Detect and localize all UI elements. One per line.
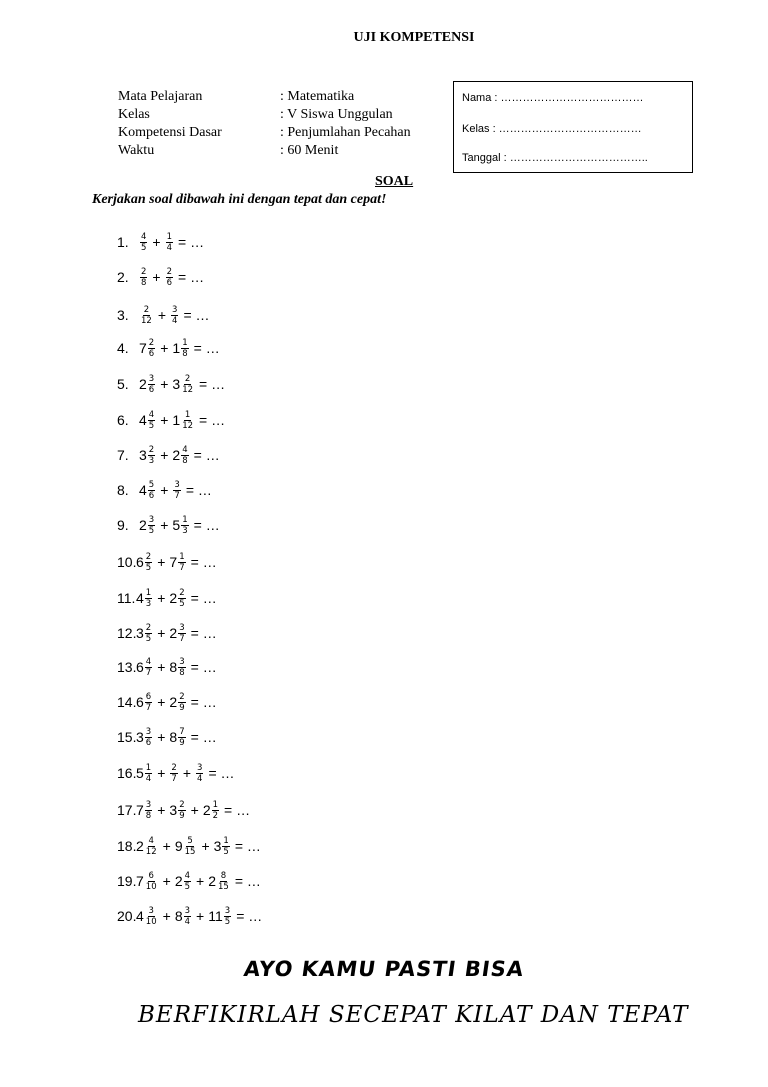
answer-blank: = …: [178, 234, 205, 250]
numerator: 4: [141, 231, 147, 242]
whole-number: 7: [139, 340, 147, 356]
denominator: 15: [218, 881, 229, 892]
question-item: [117, 758, 235, 788]
numerator: 1: [179, 551, 185, 562]
denominator: 7: [179, 633, 185, 644]
denominator: 8: [145, 810, 152, 821]
fraction: [184, 871, 191, 892]
info-row-competency: [118, 124, 411, 142]
question-number: 9.: [117, 517, 129, 533]
numerator: 3: [174, 479, 180, 490]
denominator: 8: [182, 348, 188, 359]
fraction: [148, 374, 155, 395]
fraction: [140, 305, 153, 326]
numerator: 7: [179, 726, 185, 737]
fraction: [196, 763, 203, 784]
numerator: 2: [145, 622, 152, 633]
numerator: 3: [184, 905, 191, 916]
whole-number: 2: [174, 873, 183, 889]
info-label: Kelas: [118, 107, 150, 122]
whole-number: 7: [169, 554, 178, 570]
denominator: 5: [184, 881, 191, 892]
instruction-text: Kerjakan soal dibawah ini dengan tepat dan cepat!: [92, 192, 387, 207]
denominator: 7: [174, 490, 180, 501]
whole-number: 2: [172, 447, 181, 463]
fraction: [166, 232, 173, 253]
fraction: [145, 871, 158, 892]
question-number: 7.: [117, 447, 129, 463]
denominator: 6: [145, 737, 152, 748]
numerator: 3: [224, 905, 231, 916]
question-item: [117, 547, 217, 577]
fraction: [178, 692, 185, 713]
fraction: [184, 836, 197, 857]
numerator: 2: [141, 266, 147, 277]
info-label: Kompetensi Dasar: [118, 125, 222, 140]
fraction: [178, 800, 185, 821]
whole-number: 2: [139, 376, 147, 392]
fraction: [145, 692, 152, 713]
numerator: 3: [148, 905, 154, 916]
fraction: [181, 445, 188, 466]
fraction: [145, 657, 152, 678]
plus-sign: +: [160, 412, 169, 428]
numerator: 4: [184, 870, 191, 881]
question-number: 18.: [117, 838, 137, 854]
answer-blank: = …: [185, 482, 212, 498]
denominator: 3: [182, 525, 188, 536]
fraction: [145, 727, 152, 748]
numerator: 1: [182, 337, 188, 348]
question-item: [117, 831, 261, 861]
question-number: 19.: [117, 873, 137, 889]
plus-sign: +: [160, 447, 169, 463]
denominator: 8: [182, 455, 188, 466]
fraction: [145, 588, 152, 609]
answer-blank: = …: [208, 765, 235, 781]
numerator: 2: [179, 799, 185, 810]
question-item: [117, 795, 250, 825]
answer-blank: = …: [193, 447, 220, 463]
fraction: [140, 232, 147, 253]
question-number: 17.: [117, 802, 137, 818]
question-item: [117, 227, 204, 257]
denominator: 4: [145, 773, 152, 784]
whole-number: 2: [169, 590, 178, 606]
numerator: 3: [145, 726, 152, 737]
plus-sign: +: [157, 554, 166, 570]
plus-sign: +: [160, 376, 169, 392]
fraction: [173, 480, 180, 501]
plus-sign: +: [196, 873, 205, 889]
denominator: 8: [141, 277, 147, 288]
numerator: 4: [148, 409, 155, 420]
fraction: [224, 906, 231, 927]
fraction: [181, 374, 194, 395]
denominator: 9: [179, 737, 185, 748]
answer-blank: = …: [234, 873, 261, 889]
whole-number: 3: [213, 838, 222, 854]
question-number: 20.: [117, 908, 137, 924]
whole-number: 4: [139, 482, 147, 498]
answer-blank: = …: [193, 340, 220, 356]
denominator: 9: [179, 702, 185, 713]
denominator: 4: [166, 242, 173, 253]
numerator: 3: [145, 799, 152, 810]
info-label: Mata Pelajaran: [118, 89, 203, 104]
motto-secondary: BERFIKIRLAH SECEPAT KILAT DAN TEPAT: [138, 1002, 689, 1028]
numerator: 6: [145, 691, 152, 702]
fraction: [145, 623, 152, 644]
question-number: 8.: [117, 482, 129, 498]
denominator: 12: [182, 384, 194, 395]
numerator: 2: [184, 373, 191, 384]
numerator: 3: [197, 762, 203, 773]
student-identity-box: [453, 81, 693, 173]
denominator: 5: [224, 916, 231, 927]
denominator: 4: [184, 916, 191, 927]
answer-blank: = …: [190, 554, 217, 570]
denominator: 6: [148, 348, 155, 359]
answer-blank: = …: [199, 412, 226, 428]
whole-number: 6: [136, 554, 144, 570]
denominator: 12: [141, 315, 152, 326]
fraction: [178, 657, 185, 678]
info-value: : Penjumlahan Pecahan: [280, 125, 411, 140]
fraction: [145, 552, 152, 573]
whole-number: 1: [172, 340, 181, 356]
whole-number: 3: [169, 802, 178, 818]
fraction: [148, 480, 155, 501]
question-item: [117, 475, 212, 505]
whole-number: 4: [139, 412, 147, 428]
numerator: 1: [223, 835, 229, 846]
question-item: [117, 687, 217, 717]
whole-number: 5: [136, 765, 144, 781]
whole-number: 5: [172, 517, 181, 533]
whole-number: 8: [169, 729, 178, 745]
plus-sign: +: [152, 269, 161, 285]
denominator: 5: [148, 525, 155, 536]
plus-sign: +: [162, 908, 171, 924]
date-field[interactable]: Tanggal : ………………………………..: [462, 152, 648, 164]
denominator: 2: [212, 810, 219, 821]
plus-sign: +: [157, 625, 166, 641]
whole-number: 11: [208, 908, 223, 924]
numerator: 2: [143, 304, 150, 315]
numerator: 3: [148, 514, 155, 525]
fraction: [181, 515, 188, 536]
plus-sign: +: [162, 873, 171, 889]
question-number: 12.: [117, 625, 137, 641]
answer-blank: = …: [236, 908, 263, 924]
whole-number: 2: [169, 694, 178, 710]
fraction: [178, 552, 185, 573]
fraction: [181, 410, 194, 431]
fraction: [148, 445, 155, 466]
whole-number: 9: [174, 838, 183, 854]
question-number: 5.: [117, 376, 129, 392]
question-number: 13.: [117, 659, 137, 675]
answer-blank: = …: [190, 659, 217, 675]
whole-number: 3: [136, 625, 144, 641]
denominator: 5: [141, 242, 147, 253]
numerator: 2: [179, 691, 185, 702]
numerator: 1: [145, 762, 152, 773]
numerator: 3: [179, 656, 185, 667]
denominator: 4: [197, 773, 203, 784]
whole-number: 3: [139, 447, 147, 463]
question-number: 16.: [117, 765, 137, 781]
denominator: 15: [184, 846, 196, 857]
numerator: 2: [179, 587, 185, 598]
info-row-class: [118, 106, 411, 124]
denominator: 7: [179, 562, 185, 573]
numerator: 4: [145, 656, 152, 667]
whole-number: 8: [174, 908, 183, 924]
numerator: 5: [148, 479, 155, 490]
question-item: [117, 333, 220, 363]
answer-blank: = …: [190, 590, 217, 606]
denominator: 12: [182, 420, 194, 431]
denominator: 8: [179, 667, 185, 678]
answer-blank: = …: [190, 729, 217, 745]
name-field[interactable]: Nama : …………………………………: [462, 92, 644, 104]
plus-sign: +: [157, 659, 166, 675]
answer-blank: = …: [234, 838, 261, 854]
denominator: 7: [145, 702, 152, 713]
question-item: [117, 440, 220, 470]
numerator: 3: [148, 373, 155, 384]
fraction: [178, 623, 185, 644]
plus-sign: +: [162, 838, 171, 854]
plus-sign: +: [157, 765, 166, 781]
numerator: 1: [166, 231, 173, 242]
question-item: [117, 583, 217, 613]
fraction: [178, 588, 185, 609]
denominator: 12: [145, 846, 157, 857]
whole-number: 6: [136, 694, 144, 710]
fraction: [148, 515, 155, 536]
whole-number: 2: [202, 802, 211, 818]
numerator: 1: [212, 799, 219, 810]
denominator: 5: [148, 420, 155, 431]
plus-sign: +: [196, 908, 205, 924]
fraction: [170, 763, 177, 784]
answer-blank: = …: [183, 307, 210, 323]
plus-sign: +: [157, 729, 166, 745]
plus-sign: +: [157, 802, 166, 818]
info-value: : 60 Menit: [280, 143, 339, 158]
whole-number: 7: [136, 802, 144, 818]
question-item: [117, 652, 217, 682]
question-number: 15.: [117, 729, 137, 745]
answer-blank: = …: [178, 269, 205, 285]
denominator: 7: [145, 667, 152, 678]
question-number: 1.: [117, 234, 129, 250]
denominator: 7: [171, 773, 177, 784]
question-item: [117, 262, 204, 292]
info-label: Waktu: [118, 143, 155, 158]
whole-number: 3: [172, 376, 181, 392]
class-field[interactable]: Kelas : …………………………………: [462, 123, 642, 135]
plus-sign: +: [152, 234, 161, 250]
numerator: 4: [148, 835, 154, 846]
numerator: 3: [179, 622, 185, 633]
question-number: 3.: [117, 307, 129, 323]
numerator: 2: [148, 444, 155, 455]
plus-sign: +: [157, 590, 166, 606]
question-item: [117, 901, 262, 931]
denominator: 3: [148, 455, 155, 466]
info-value: : V Siswa Unggulan: [280, 107, 393, 122]
whole-number: 7: [136, 873, 144, 889]
plus-sign: +: [157, 694, 166, 710]
fraction: [178, 727, 185, 748]
numerator: 1: [145, 587, 152, 598]
answer-blank: = …: [190, 625, 217, 641]
answer-blank: = …: [199, 376, 226, 392]
whole-number: 2: [208, 873, 217, 889]
answer-blank: = …: [193, 517, 220, 533]
numerator: 1: [184, 409, 191, 420]
denominator: 4: [172, 315, 178, 326]
plus-sign: +: [157, 307, 167, 323]
question-item: [117, 369, 225, 399]
fraction: [222, 836, 229, 857]
denominator: 5: [145, 562, 152, 573]
fraction: [181, 338, 188, 359]
fraction: [145, 763, 152, 784]
question-item: [117, 300, 210, 330]
section-heading: SOAL: [375, 174, 414, 189]
question-number: 2.: [117, 269, 129, 285]
whole-number: 4: [136, 590, 144, 606]
plus-sign: +: [160, 517, 169, 533]
whole-number: 2: [136, 838, 144, 854]
page-title: UJI KOMPETENSI: [353, 30, 475, 45]
numerator: 2: [145, 551, 152, 562]
fraction: [148, 338, 155, 359]
whole-number: 1: [172, 412, 181, 428]
answer-blank: = …: [224, 802, 251, 818]
denominator: 6: [166, 277, 173, 288]
whole-number: 2: [169, 625, 178, 641]
denominator: 3: [145, 598, 152, 609]
question-number: 14.: [117, 694, 137, 710]
fraction: [145, 906, 158, 927]
fraction: [140, 267, 147, 288]
fraction: [145, 836, 158, 857]
whole-number: 3: [136, 729, 144, 745]
fraction: [217, 871, 230, 892]
answer-blank: = …: [190, 694, 217, 710]
fraction: [145, 800, 152, 821]
denominator: 6: [148, 490, 155, 501]
fraction: [184, 906, 191, 927]
numerator: 5: [187, 835, 193, 846]
whole-number: 8: [169, 659, 178, 675]
numerator: 4: [182, 444, 188, 455]
fraction: [148, 410, 155, 431]
fraction: [212, 800, 219, 821]
info-row-time: [118, 142, 411, 160]
denominator: 10: [145, 881, 157, 892]
plus-sign: +: [160, 482, 169, 498]
numerator: 1: [182, 514, 188, 525]
denominator: 5: [223, 846, 229, 857]
fraction: [166, 267, 173, 288]
whole-number: 6: [136, 659, 144, 675]
denominator: 5: [145, 633, 152, 644]
denominator: 10: [145, 916, 157, 927]
question-item: [117, 510, 220, 540]
plus-sign: +: [190, 802, 199, 818]
question-item: [117, 405, 225, 435]
numerator: 6: [148, 870, 154, 881]
subject-info: [118, 88, 411, 160]
numerator: 2: [166, 266, 173, 277]
question-item: [117, 866, 261, 896]
plus-sign: +: [182, 765, 192, 781]
plus-sign: +: [160, 340, 169, 356]
whole-number: 2: [139, 517, 147, 533]
numerator: 3: [172, 304, 178, 315]
whole-number: 4: [136, 908, 144, 924]
fraction: [171, 305, 178, 326]
motto-primary: AYO KAMU PASTI BISA: [242, 957, 526, 981]
numerator: 2: [148, 337, 155, 348]
denominator: 6: [148, 384, 155, 395]
question-number: 6.: [117, 412, 129, 428]
question-item: [117, 722, 217, 752]
question-number: 4.: [117, 340, 129, 356]
question-item: [117, 618, 217, 648]
info-value: : Matematika: [280, 89, 355, 104]
numerator: 8: [220, 870, 227, 881]
plus-sign: +: [201, 838, 210, 854]
question-number: 10.: [117, 554, 137, 570]
numerator: 2: [171, 762, 177, 773]
denominator: 9: [179, 810, 185, 821]
info-row-subject: [118, 88, 411, 106]
question-number: 11.: [117, 590, 136, 606]
denominator: 5: [179, 598, 185, 609]
